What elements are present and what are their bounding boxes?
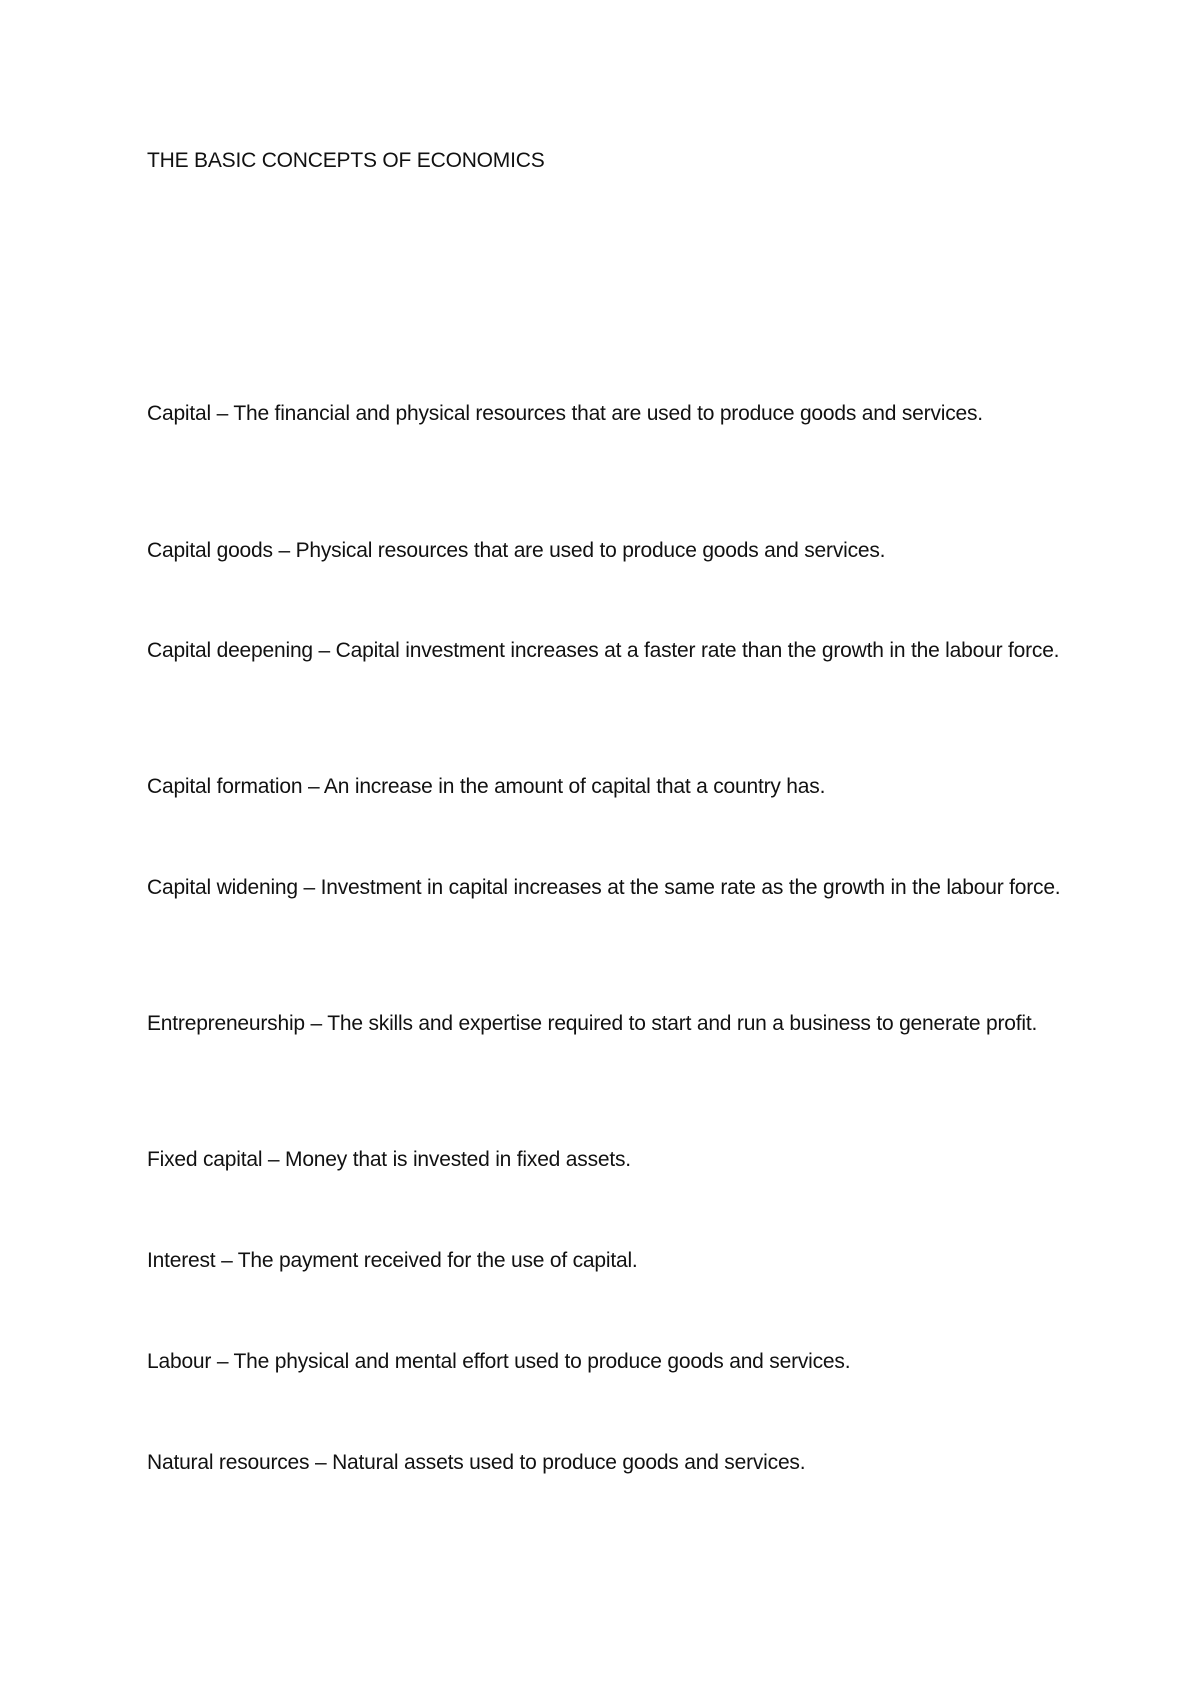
definition-entrepreneurship: Entrepreneurship – The skills and expertise required to start and run a business to generate profit. <box>147 1012 1038 1035</box>
definition-capital: Capital – The financial and physical resources that are used to produce goods and services. <box>147 402 983 425</box>
definition-interest: Interest – The payment received for the use of capital. <box>147 1249 638 1272</box>
definition-natural-resources: Natural resources – Natural assets used to produce goods and services. <box>147 1451 806 1474</box>
definition-capital-deepening: Capital deepening – Capital investment increases at a faster rate than the growth in the labour force. <box>147 639 1060 662</box>
definition-capital-formation: Capital formation – An increase in the amount of capital that a country has. <box>147 775 826 798</box>
definition-capital-widening: Capital widening – Investment in capital increases at the same rate as the growth in the labour force. <box>147 876 1061 899</box>
definition-capital-goods: Capital goods – Physical resources that are used to produce goods and services. <box>147 539 886 562</box>
definition-fixed-capital: Fixed capital – Money that is invested in fixed assets. <box>147 1148 631 1171</box>
document-title: THE BASIC CONCEPTS OF ECONOMICS <box>147 149 545 172</box>
definition-labour: Labour – The physical and mental effort used to produce goods and services. <box>147 1350 851 1373</box>
